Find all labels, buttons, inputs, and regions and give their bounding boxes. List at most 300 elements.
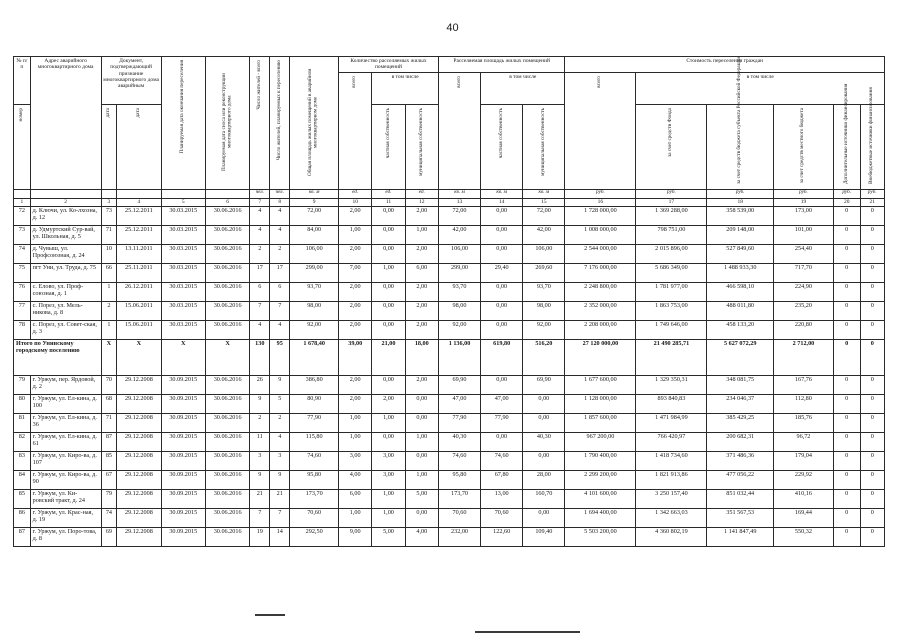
cell-cost-extra: 0 bbox=[833, 321, 860, 340]
cell-cost-extra: 0 bbox=[833, 471, 860, 490]
cell-addr: с. Порез, ул. Мель-никова, д. 8 bbox=[30, 302, 101, 321]
cell-cost-nb: 0 bbox=[860, 528, 884, 547]
cell-rooms-muni: 2,00 bbox=[405, 283, 438, 302]
cell-rooms-total: 7,00 bbox=[339, 264, 372, 283]
cell-ar-private: 47,00 bbox=[481, 395, 523, 414]
cell-rooms-total: 6,00 bbox=[339, 490, 372, 509]
cell-ar-muni: 0,00 bbox=[523, 452, 565, 471]
cell-res-total: 2 bbox=[250, 245, 270, 264]
header-cost-regional: за счет средств бюджета субъекта Российской Федерации bbox=[707, 105, 774, 190]
cell-ar-muni: 516,20 bbox=[523, 340, 565, 376]
cell-docnum: 71 bbox=[101, 414, 117, 433]
cell-rooms-private: 0,00 bbox=[372, 245, 405, 264]
cell-ar-muni: 98,00 bbox=[523, 302, 565, 321]
cell-res-plan: 7 bbox=[270, 509, 290, 528]
cell-area: 95,80 bbox=[290, 471, 339, 490]
scan-mark bbox=[255, 614, 285, 616]
cell-plan-demo: 30.06.2016 bbox=[205, 302, 249, 321]
cell-plan-demo: 30.06.2016 bbox=[205, 283, 249, 302]
cell-ar-private: 67,80 bbox=[481, 471, 523, 490]
table-row bbox=[14, 490, 885, 509]
cell-rooms-total: 2,00 bbox=[339, 376, 372, 395]
cell-ar-private: 122,60 bbox=[481, 528, 523, 547]
table-row bbox=[14, 509, 885, 528]
cell-area: 299,00 bbox=[290, 264, 339, 283]
cell-cost-local: 179,04 bbox=[773, 452, 833, 471]
cell-docnum: 71 bbox=[101, 226, 117, 245]
cell-ar-total: 98,00 bbox=[438, 302, 480, 321]
column-number-cell: 13 bbox=[438, 199, 480, 207]
cell-rooms-private: 0,00 bbox=[372, 283, 405, 302]
cell-cost-total: 27 120 000,00 bbox=[565, 340, 636, 376]
unit-cell: чел. bbox=[270, 190, 290, 199]
cell-docnum: 85 bbox=[101, 452, 117, 471]
cell-rooms-muni: 18,00 bbox=[405, 340, 438, 376]
cell-res-total: 130 bbox=[250, 340, 270, 376]
unit-cell: кв. м bbox=[290, 190, 339, 199]
cell-addr: д. Ключи, ул. Ко-лхозна, д. 12 bbox=[30, 207, 101, 226]
cell-ar-total: 77,90 bbox=[438, 414, 480, 433]
cell-cost-total: 1 694 400,00 bbox=[565, 509, 636, 528]
cell-ar-total: 47,00 bbox=[438, 395, 480, 414]
cell-res-plan: 4 bbox=[270, 321, 290, 340]
header-doc-number-cell: номер bbox=[14, 105, 31, 190]
cell-cost-total: 1 857 600,00 bbox=[565, 414, 636, 433]
column-numbers-row bbox=[14, 199, 885, 207]
cell-docnum: 70 bbox=[101, 376, 117, 395]
cell-addr: с. Елово, ул. Проф-союзная, д. 1 bbox=[30, 283, 101, 302]
cell-plan-end: 30.09.2015 bbox=[161, 528, 205, 547]
unit-cell bbox=[117, 190, 161, 199]
header-cost-fund: за счет средств Фонда bbox=[636, 105, 707, 190]
page-number: 40 bbox=[446, 22, 459, 34]
cell-plan-demo: 30.06.2016 bbox=[205, 376, 249, 395]
column-number-cell: 4 bbox=[117, 199, 161, 207]
cell-cost-nb: 0 bbox=[860, 340, 884, 376]
cell-no: 77 bbox=[14, 302, 31, 321]
cell-plan-end: 30.03.2015 bbox=[161, 245, 205, 264]
cell-addr: г. Уржум, ул. Киро-ва, д. 90 bbox=[30, 471, 101, 490]
cell-area: 72,00 bbox=[290, 207, 339, 226]
cell-no: 72 bbox=[14, 207, 31, 226]
cell-cost-nb: 0 bbox=[860, 245, 884, 264]
cell-docnum: 67 bbox=[101, 471, 117, 490]
cell-ar-private: 0,00 bbox=[481, 433, 523, 452]
cell-cost-total: 1 128 000,00 bbox=[565, 395, 636, 414]
cell-ar-muni: 0,00 bbox=[523, 414, 565, 433]
table-body bbox=[14, 199, 885, 547]
cell-cost-region: 348 081,75 bbox=[707, 376, 774, 395]
cell-cost-extra: 0 bbox=[833, 226, 860, 245]
cell-docnum: 1 bbox=[101, 283, 117, 302]
cell-rooms-muni: 0,00 bbox=[405, 509, 438, 528]
cell-no: 86 bbox=[14, 509, 31, 528]
cell-ar-private: 0,00 bbox=[481, 245, 523, 264]
cell-cost-region: 358 539,00 bbox=[707, 207, 774, 226]
cell-plan-demo: 30.06.2016 bbox=[205, 490, 249, 509]
cell-rooms-private: 1,00 bbox=[372, 509, 405, 528]
cell-ar-total: 1 136,00 bbox=[438, 340, 480, 376]
cell-area: 292,50 bbox=[290, 528, 339, 547]
column-number-cell: 19 bbox=[773, 199, 833, 207]
cell-area: 92,00 bbox=[290, 321, 339, 340]
header-planned-demolition: Планируемая дата сноса или реконструкции многоквартирного дома bbox=[205, 57, 249, 190]
header-residents-total: Число жителей - всего bbox=[250, 57, 270, 190]
cell-cost-extra: 0 bbox=[833, 509, 860, 528]
cell-addr: д. Чувыш, ул. Профсоюзная, д. 24 bbox=[30, 245, 101, 264]
cell-cost-total: 4 101 600,00 bbox=[565, 490, 636, 509]
cell-area: 115,80 bbox=[290, 433, 339, 452]
cell-cost-nb: 0 bbox=[860, 471, 884, 490]
header-planned-end: Планируемая дата окончания переселения bbox=[161, 57, 205, 190]
cell-rooms-total: 39,00 bbox=[339, 340, 372, 376]
cell-rooms-total: 4,00 bbox=[339, 471, 372, 490]
cell-rooms-private: 1,00 bbox=[372, 264, 405, 283]
cell-rooms-private: 2,00 bbox=[372, 395, 405, 414]
header-rooms-total: всего bbox=[339, 72, 372, 190]
cell-rooms-private: 21,00 bbox=[372, 340, 405, 376]
cell-ar-muni: 40,30 bbox=[523, 433, 565, 452]
cell-plan-end: 30.09.2015 bbox=[161, 433, 205, 452]
cell-area: 80,90 bbox=[290, 395, 339, 414]
cell-cost-nb: 0 bbox=[860, 321, 884, 340]
cell-ar-total: 92,00 bbox=[438, 321, 480, 340]
cell-res-plan: 7 bbox=[270, 302, 290, 321]
header-area-group: Расселяемая площадь жилых помещений bbox=[438, 57, 564, 73]
table-row bbox=[14, 414, 885, 433]
cell-res-plan: 3 bbox=[270, 452, 290, 471]
cell-plan-demo: 30.06.2016 bbox=[205, 528, 249, 547]
cell-cost-extra: 0 bbox=[833, 414, 860, 433]
cell-no: 83 bbox=[14, 452, 31, 471]
unit-cell: руб. bbox=[636, 190, 707, 199]
unit-cell: руб. bbox=[707, 190, 774, 199]
cell-cost-region: 209 148,00 bbox=[707, 226, 774, 245]
cell-rooms-private: 0,00 bbox=[372, 207, 405, 226]
column-number-cell: 9 bbox=[290, 199, 339, 207]
cell-cost-region: 527 849,60 bbox=[707, 245, 774, 264]
cell-rooms-private: 5,00 bbox=[372, 528, 405, 547]
cell-rooms-total: 2,00 bbox=[339, 207, 372, 226]
cell-cost-nb: 0 bbox=[860, 376, 884, 395]
cell-rooms-muni: 0,00 bbox=[405, 395, 438, 414]
column-number-cell: 10 bbox=[339, 199, 372, 207]
cell-rooms-muni: 4,00 bbox=[405, 528, 438, 547]
cell-rooms-muni: 2,00 bbox=[405, 321, 438, 340]
cell-cost-extra: 0 bbox=[833, 433, 860, 452]
cell-no: 73 bbox=[14, 226, 31, 245]
cell-docnum: X bbox=[101, 340, 117, 376]
cell-area: 1 678,40 bbox=[290, 340, 339, 376]
cell-cost-local: 101,00 bbox=[773, 226, 833, 245]
cell-ar-private: 619,80 bbox=[481, 340, 523, 376]
cell-cost-region: 200 682,31 bbox=[707, 433, 774, 452]
resettlement-table-sheet bbox=[13, 56, 885, 547]
cell-cost-extra: 0 bbox=[833, 340, 860, 376]
cell-res-total: 4 bbox=[250, 207, 270, 226]
cell-cost-nb: 0 bbox=[860, 452, 884, 471]
cell-ar-private: 0,00 bbox=[481, 321, 523, 340]
table-row bbox=[14, 395, 885, 414]
unit-cell bbox=[101, 190, 117, 199]
cell-docdate: 29.12.2008 bbox=[117, 509, 161, 528]
table-row bbox=[14, 283, 885, 302]
unit-cell bbox=[161, 190, 205, 199]
cell-cost-fund: 2 015 896,00 bbox=[636, 245, 707, 264]
unit-cell: кв. м bbox=[481, 190, 523, 199]
cell-res-plan: 4 bbox=[270, 226, 290, 245]
cell-area: 106,00 bbox=[290, 245, 339, 264]
unit-cell bbox=[205, 190, 249, 199]
cell-rooms-total: 2,00 bbox=[339, 321, 372, 340]
table-row bbox=[14, 302, 885, 321]
table-row bbox=[14, 376, 885, 395]
cell-docnum: 68 bbox=[101, 395, 117, 414]
cell-res-plan: 2 bbox=[270, 245, 290, 264]
header-rooms-group: Количество расселяемых жилых помещений bbox=[339, 57, 439, 73]
cell-docdate: 29.12.2008 bbox=[117, 452, 161, 471]
cell-plan-end: 30.03.2015 bbox=[161, 283, 205, 302]
cell-plan-demo: 30.06.2016 bbox=[205, 471, 249, 490]
units-row bbox=[14, 190, 885, 199]
cell-cost-region: 234 046,37 bbox=[707, 395, 774, 414]
cell-area: 70,60 bbox=[290, 509, 339, 528]
cell-rooms-private: 1,00 bbox=[372, 414, 405, 433]
table-row bbox=[14, 207, 885, 226]
cell-cost-nb: 0 bbox=[860, 414, 884, 433]
cell-no: 79 bbox=[14, 376, 31, 395]
cell-ar-total: 95,80 bbox=[438, 471, 480, 490]
header-doc-date-cell: дата bbox=[101, 105, 117, 190]
cell-cost-region: 1 141 847,49 bbox=[707, 528, 774, 547]
unit-cell bbox=[14, 190, 31, 199]
cell-cost-nb: 0 bbox=[860, 490, 884, 509]
cell-rooms-total: 9,00 bbox=[339, 528, 372, 547]
cell-plan-demo: 30.06.2016 bbox=[205, 245, 249, 264]
cell-res-plan: 5 bbox=[270, 395, 290, 414]
subtotal-row bbox=[14, 340, 885, 376]
cell-docdate: 29.12.2008 bbox=[117, 395, 161, 414]
column-number-cell: 8 bbox=[270, 199, 290, 207]
cell-docdate: 29.12.2008 bbox=[117, 471, 161, 490]
cell-docdate: 15.06.2011 bbox=[117, 321, 161, 340]
cell-cost-fund: 1 821 913,86 bbox=[636, 471, 707, 490]
cell-plan-demo: 30.06.2016 bbox=[205, 509, 249, 528]
table-row bbox=[14, 321, 885, 340]
cell-res-plan: 4 bbox=[270, 433, 290, 452]
cell-res-total: 4 bbox=[250, 226, 270, 245]
cell-cost-extra: 0 bbox=[833, 528, 860, 547]
cell-plan-end: 30.09.2015 bbox=[161, 452, 205, 471]
cell-res-total: 7 bbox=[250, 302, 270, 321]
cell-area: 386,80 bbox=[290, 376, 339, 395]
cell-ar-total: 93,70 bbox=[438, 283, 480, 302]
cell-rooms-private: 0,00 bbox=[372, 226, 405, 245]
cell-res-plan: 17 bbox=[270, 264, 290, 283]
cell-addr: г. Уржум, ул. Ел-кина, д. 36 bbox=[30, 414, 101, 433]
column-number-cell: 20 bbox=[833, 199, 860, 207]
cell-cost-nb: 0 bbox=[860, 302, 884, 321]
cell-res-total: 2 bbox=[250, 414, 270, 433]
cell-cost-fund: 3 250 157,40 bbox=[636, 490, 707, 509]
cell-plan-demo: 30.06.2016 bbox=[205, 321, 249, 340]
cell-cost-local: 229,92 bbox=[773, 471, 833, 490]
cell-rooms-total: 1,00 bbox=[339, 509, 372, 528]
cell-cost-extra: 0 bbox=[833, 395, 860, 414]
cell-cost-fund: 798 751,00 bbox=[636, 226, 707, 245]
table-row bbox=[14, 528, 885, 547]
cell-cost-local: 112,80 bbox=[773, 395, 833, 414]
cell-res-total: 9 bbox=[250, 395, 270, 414]
cell-rooms-muni: 5,00 bbox=[405, 490, 438, 509]
cell-cost-region: 5 627 072,29 bbox=[707, 340, 774, 376]
column-number-cell: 2 bbox=[30, 199, 101, 207]
cell-ar-muni: 72,00 bbox=[523, 207, 565, 226]
unit-cell: руб. bbox=[860, 190, 884, 199]
cell-cost-local: 167,76 bbox=[773, 376, 833, 395]
cell-cost-region: 851 032,44 bbox=[707, 490, 774, 509]
cell-addr: с. Порез, ул. Совет-ская, д. 3 bbox=[30, 321, 101, 340]
cell-res-total: 17 bbox=[250, 264, 270, 283]
cell-area: 173,70 bbox=[290, 490, 339, 509]
cell-ar-total: 70,60 bbox=[438, 509, 480, 528]
cell-docnum: 79 bbox=[101, 490, 117, 509]
cell-plan-demo: 30.06.2016 bbox=[205, 433, 249, 452]
cell-cost-region: 466 598,10 bbox=[707, 283, 774, 302]
cell-res-plan: 2 bbox=[270, 414, 290, 433]
unit-cell bbox=[30, 190, 101, 199]
cell-cost-nb: 0 bbox=[860, 226, 884, 245]
cell-ar-muni: 42,00 bbox=[523, 226, 565, 245]
cell-cost-extra: 0 bbox=[833, 376, 860, 395]
cell-res-total: 11 bbox=[250, 433, 270, 452]
cell-res-total: 19 bbox=[250, 528, 270, 547]
cell-plan-demo: 30.06.2016 bbox=[205, 395, 249, 414]
cell-docdate: 15.06.2011 bbox=[117, 302, 161, 321]
cell-plan-end: 30.03.2015 bbox=[161, 226, 205, 245]
cell-rooms-private: 0,00 bbox=[372, 321, 405, 340]
cell-plan-end: 30.09.2015 bbox=[161, 509, 205, 528]
cell-rooms-muni: 1,00 bbox=[405, 226, 438, 245]
unit-cell: руб. bbox=[773, 190, 833, 199]
column-number-cell: 15 bbox=[523, 199, 565, 207]
cell-area: 77,90 bbox=[290, 414, 339, 433]
cell-ar-total: 74,60 bbox=[438, 452, 480, 471]
cell-cost-extra: 0 bbox=[833, 283, 860, 302]
table-row bbox=[14, 433, 885, 452]
table-header bbox=[14, 57, 885, 199]
cell-docnum: 66 bbox=[101, 264, 117, 283]
cell-ar-muni: 92,00 bbox=[523, 321, 565, 340]
cell-cost-extra: 0 bbox=[833, 452, 860, 471]
cell-cost-extra: 0 bbox=[833, 490, 860, 509]
cell-no: 78 bbox=[14, 321, 31, 340]
unit-cell: кв. м bbox=[438, 190, 480, 199]
cell-res-total: 6 bbox=[250, 283, 270, 302]
cell-area: 74,60 bbox=[290, 452, 339, 471]
header-cost-total: всего bbox=[565, 72, 636, 190]
cell-ar-muni: 28,00 bbox=[523, 471, 565, 490]
header-cost-group: Стоимость переселения граждан bbox=[565, 57, 885, 73]
cell-area: 98,00 bbox=[290, 302, 339, 321]
cell-ar-private: 70,60 bbox=[481, 509, 523, 528]
cell-plan-end: 30.03.2015 bbox=[161, 264, 205, 283]
cell-docdate: 25.12.2011 bbox=[117, 226, 161, 245]
cell-cost-total: 2 544 000,00 bbox=[565, 245, 636, 264]
header-no: № п/п bbox=[14, 57, 31, 105]
header-rooms-municipal: муниципальная собственность bbox=[405, 105, 438, 190]
cell-plan-end: 30.09.2015 bbox=[161, 471, 205, 490]
cell-ar-total: 173,70 bbox=[438, 490, 480, 509]
unit-cell: ед. bbox=[339, 190, 372, 199]
column-number-cell: 6 bbox=[205, 199, 249, 207]
cell-ar-muni: 69,90 bbox=[523, 376, 565, 395]
cell-cost-region: 488 011,80 bbox=[707, 302, 774, 321]
cell-ar-private: 29,40 bbox=[481, 264, 523, 283]
unit-cell: руб. bbox=[565, 190, 636, 199]
cell-rooms-private: 3,00 bbox=[372, 452, 405, 471]
cell-cost-fund: 766 420,97 bbox=[636, 433, 707, 452]
column-number-cell: 18 bbox=[707, 199, 774, 207]
cell-cost-fund: 1 369 288,00 bbox=[636, 207, 707, 226]
cell-plan-end: 30.03.2015 bbox=[161, 321, 205, 340]
header-total-area: Общая площадь жилых помещений в аварийном многоквартирном доме bbox=[290, 57, 339, 190]
cell-ar-private: 0,00 bbox=[481, 302, 523, 321]
cell-plan-end: 30.09.2015 bbox=[161, 395, 205, 414]
cell-res-total: 21 bbox=[250, 490, 270, 509]
cell-cost-fund: 1 342 663,03 bbox=[636, 509, 707, 528]
cell-cost-local: 220,80 bbox=[773, 321, 833, 340]
cell-cost-region: 1 488 933,30 bbox=[707, 264, 774, 283]
cell-cost-local: 235,20 bbox=[773, 302, 833, 321]
column-number-cell: 11 bbox=[372, 199, 405, 207]
cell-cost-extra: 0 bbox=[833, 207, 860, 226]
table-row bbox=[14, 452, 885, 471]
cell-cost-region: 458 133,20 bbox=[707, 321, 774, 340]
cell-rooms-total: 1,00 bbox=[339, 226, 372, 245]
cell-cost-total: 1 790 400,00 bbox=[565, 452, 636, 471]
cell-res-plan: 95 bbox=[270, 340, 290, 376]
cell-ar-muni: 93,70 bbox=[523, 283, 565, 302]
cell-res-plan: 21 bbox=[270, 490, 290, 509]
cell-no: 84 bbox=[14, 471, 31, 490]
cell-ar-muni: 269,60 bbox=[523, 264, 565, 283]
cell-addr: г. Уржум, пер. Ярдовой, д. 2 bbox=[30, 376, 101, 395]
cell-docdate: 29.12.2008 bbox=[117, 376, 161, 395]
header-cost-non-budget: Внебюджетные источники финансирования bbox=[860, 105, 884, 190]
cell-addr: г. Уржум, ул. Ел-кина, д. 61 bbox=[30, 433, 101, 452]
cell-rooms-private: 0,00 bbox=[372, 433, 405, 452]
cell-rooms-total: 2,00 bbox=[339, 283, 372, 302]
cell-cost-region: 385 429,25 bbox=[707, 414, 774, 433]
cell-cost-fund: 21 490 285,71 bbox=[636, 340, 707, 376]
cell-ar-total: 232,00 bbox=[438, 528, 480, 547]
cell-cost-fund: 893 840,83 bbox=[636, 395, 707, 414]
cell-cost-total: 5 503 200,00 bbox=[565, 528, 636, 547]
cell-cost-region: 371 486,36 bbox=[707, 452, 774, 471]
cell-rooms-muni: 0,00 bbox=[405, 414, 438, 433]
cell-addr: г. Уржум, ул. Ки-ровский тракт, д. 24 bbox=[30, 490, 101, 509]
header-cost-extra: Дополнительные источники финансирования bbox=[833, 105, 860, 190]
table-row bbox=[14, 245, 885, 264]
cell-cost-region: 351 567,53 bbox=[707, 509, 774, 528]
cell-cost-nb: 0 bbox=[860, 207, 884, 226]
cell-cost-local: 717,70 bbox=[773, 264, 833, 283]
cell-cost-nb: 0 bbox=[860, 433, 884, 452]
cell-plan-end: 30.03.2015 bbox=[161, 302, 205, 321]
resettlement-table bbox=[13, 56, 885, 547]
cell-cost-local: 2 712,00 bbox=[773, 340, 833, 376]
